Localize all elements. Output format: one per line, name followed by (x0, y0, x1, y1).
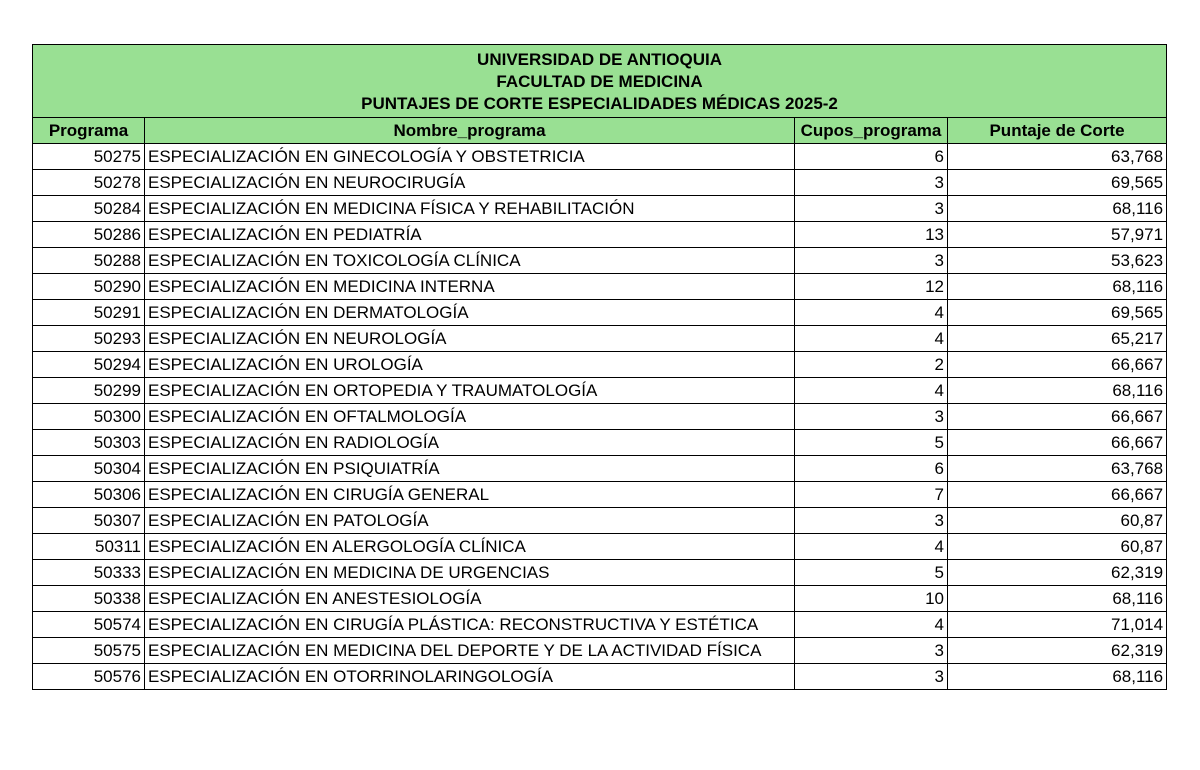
cutoff-score-cell: 63,768 (948, 456, 1167, 482)
seats-cell: 3 (795, 196, 948, 222)
cutoff-score-cell: 68,116 (948, 378, 1167, 404)
seats-cell: 5 (795, 430, 948, 456)
program-name-cell: ESPECIALIZACIÓN EN PEDIATRÍA (145, 222, 795, 248)
seats-cell: 4 (795, 378, 948, 404)
cutoff-score-cell: 69,565 (948, 170, 1167, 196)
cutoff-score-cell: 63,768 (948, 144, 1167, 170)
seats-cell: 2 (795, 352, 948, 378)
program-code-cell: 50286 (33, 222, 145, 248)
table-row (33, 638, 1167, 664)
table-row (33, 274, 1167, 300)
program-name-cell: ESPECIALIZACIÓN EN CIRUGÍA PLÁSTICA: RECONSTRUCTIVA Y ESTÉTICA (145, 612, 795, 638)
faculty-title: FACULTAD DE MEDICINA (496, 72, 703, 91)
table-row (33, 586, 1167, 612)
program-code-cell: 50278 (33, 170, 145, 196)
seats-cell: 12 (795, 274, 948, 300)
program-code-cell: 50294 (33, 352, 145, 378)
program-code-cell: 50293 (33, 326, 145, 352)
table-row (33, 300, 1167, 326)
program-code-cell: 50299 (33, 378, 145, 404)
program-name-cell: ESPECIALIZACIÓN EN ALERGOLOGÍA CLÍNICA (145, 534, 795, 560)
table-body (33, 144, 1167, 690)
seats-cell: 3 (795, 170, 948, 196)
program-code-cell: 50288 (33, 248, 145, 274)
cutoff-score-cell: 65,217 (948, 326, 1167, 352)
program-name-cell: ESPECIALIZACIÓN EN RADIOLOGÍA (145, 430, 795, 456)
table-row (33, 144, 1167, 170)
program-code-cell: 50304 (33, 456, 145, 482)
seats-cell: 6 (795, 456, 948, 482)
table-row (33, 404, 1167, 430)
cutoff-score-cell: 68,116 (948, 586, 1167, 612)
program-name-cell: ESPECIALIZACIÓN EN MEDICINA FÍSICA Y REHABILITACIÓN (145, 196, 795, 222)
table-row (33, 456, 1167, 482)
program-name-cell: ESPECIALIZACIÓN EN UROLOGÍA (145, 352, 795, 378)
seats-cell: 3 (795, 638, 948, 664)
program-name-cell: ESPECIALIZACIÓN EN MEDICINA DE URGENCIAS (145, 560, 795, 586)
cutoff-score-cell: 66,667 (948, 404, 1167, 430)
cutoff-score-cell: 66,667 (948, 352, 1167, 378)
column-header-programa: Programa (33, 118, 145, 144)
seats-cell: 7 (795, 482, 948, 508)
title-row (33, 45, 1167, 118)
cutoff-score-cell: 57,971 (948, 222, 1167, 248)
cutoff-score-cell: 62,319 (948, 560, 1167, 586)
program-code-cell: 50574 (33, 612, 145, 638)
program-code-cell: 50333 (33, 560, 145, 586)
program-name-cell: ESPECIALIZACIÓN EN DERMATOLOGÍA (145, 300, 795, 326)
program-name-cell: ESPECIALIZACIÓN EN NEUROLOGÍA (145, 326, 795, 352)
seats-cell: 3 (795, 404, 948, 430)
cutoff-score-cell: 69,565 (948, 300, 1167, 326)
seats-cell: 4 (795, 534, 948, 560)
table-row (33, 482, 1167, 508)
seats-cell: 3 (795, 664, 948, 690)
program-code-cell: 50275 (33, 144, 145, 170)
report-title: PUNTAJES DE CORTE ESPECIALIDADES MÉDICAS 2025-2 (361, 94, 838, 113)
table-row (33, 170, 1167, 196)
program-code-cell: 50303 (33, 430, 145, 456)
program-name-cell: ESPECIALIZACIÓN EN PATOLOGÍA (145, 508, 795, 534)
program-code-cell: 50284 (33, 196, 145, 222)
cutoff-score-cell: 68,116 (948, 196, 1167, 222)
column-header-puntaje: Puntaje de Corte (948, 118, 1167, 144)
program-name-cell: ESPECIALIZACIÓN EN ANESTESIOLOGÍA (145, 586, 795, 612)
cutoff-score-cell: 53,623 (948, 248, 1167, 274)
program-code-cell: 50290 (33, 274, 145, 300)
program-name-cell: ESPECIALIZACIÓN EN MEDICINA DEL DEPORTE Y DE LA ACTIVIDAD FÍSICA (145, 638, 795, 664)
results-table (32, 44, 1167, 690)
program-name-cell: ESPECIALIZACIÓN EN CIRUGÍA GENERAL (145, 482, 795, 508)
table-row (33, 352, 1167, 378)
cutoff-score-cell: 66,667 (948, 430, 1167, 456)
program-name-cell: ESPECIALIZACIÓN EN MEDICINA INTERNA (145, 274, 795, 300)
cutoff-score-cell: 68,116 (948, 664, 1167, 690)
program-code-cell: 50576 (33, 664, 145, 690)
column-header-nombre: Nombre_programa (145, 118, 795, 144)
table-row (33, 430, 1167, 456)
column-header-cupos: Cupos_programa (795, 118, 948, 144)
seats-cell: 4 (795, 612, 948, 638)
program-code-cell: 50291 (33, 300, 145, 326)
program-name-cell: ESPECIALIZACIÓN EN PSIQUIATRÍA (145, 456, 795, 482)
seats-cell: 5 (795, 560, 948, 586)
program-name-cell: ESPECIALIZACIÓN EN GINECOLOGÍA Y OBSTETRICIA (145, 144, 795, 170)
title-block (33, 45, 1167, 118)
program-name-cell: ESPECIALIZACIÓN EN OTORRINOLARINGOLOGÍA (145, 664, 795, 690)
university-title: UNIVERSIDAD DE ANTIOQUIA (477, 50, 722, 69)
cutoff-score-cell: 66,667 (948, 482, 1167, 508)
seats-cell: 4 (795, 326, 948, 352)
table-row (33, 222, 1167, 248)
program-code-cell: 50338 (33, 586, 145, 612)
table-row (33, 248, 1167, 274)
cutoff-score-cell: 71,014 (948, 612, 1167, 638)
seats-cell: 6 (795, 144, 948, 170)
program-code-cell: 50575 (33, 638, 145, 664)
table-row (33, 508, 1167, 534)
cutoff-score-cell: 62,319 (948, 638, 1167, 664)
table-row (33, 326, 1167, 352)
program-code-cell: 50306 (33, 482, 145, 508)
seats-cell: 4 (795, 300, 948, 326)
seats-cell: 3 (795, 248, 948, 274)
table-row (33, 196, 1167, 222)
table-row (33, 534, 1167, 560)
program-name-cell: ESPECIALIZACIÓN EN ORTOPEDIA Y TRAUMATOLOGÍA (145, 378, 795, 404)
table-row (33, 378, 1167, 404)
table-row (33, 664, 1167, 690)
program-code-cell: 50311 (33, 534, 145, 560)
table-row (33, 612, 1167, 638)
table-row (33, 560, 1167, 586)
cutoff-score-cell: 60,87 (948, 508, 1167, 534)
program-code-cell: 50307 (33, 508, 145, 534)
cutoff-score-cell: 60,87 (948, 534, 1167, 560)
program-name-cell: ESPECIALIZACIÓN EN TOXICOLOGÍA CLÍNICA (145, 248, 795, 274)
seats-cell: 10 (795, 586, 948, 612)
program-code-cell: 50300 (33, 404, 145, 430)
program-name-cell: ESPECIALIZACIÓN EN NEUROCIRUGÍA (145, 170, 795, 196)
column-header-row (33, 118, 1167, 144)
cutoff-score-cell: 68,116 (948, 274, 1167, 300)
seats-cell: 13 (795, 222, 948, 248)
program-name-cell: ESPECIALIZACIÓN EN OFTALMOLOGÍA (145, 404, 795, 430)
seats-cell: 3 (795, 508, 948, 534)
